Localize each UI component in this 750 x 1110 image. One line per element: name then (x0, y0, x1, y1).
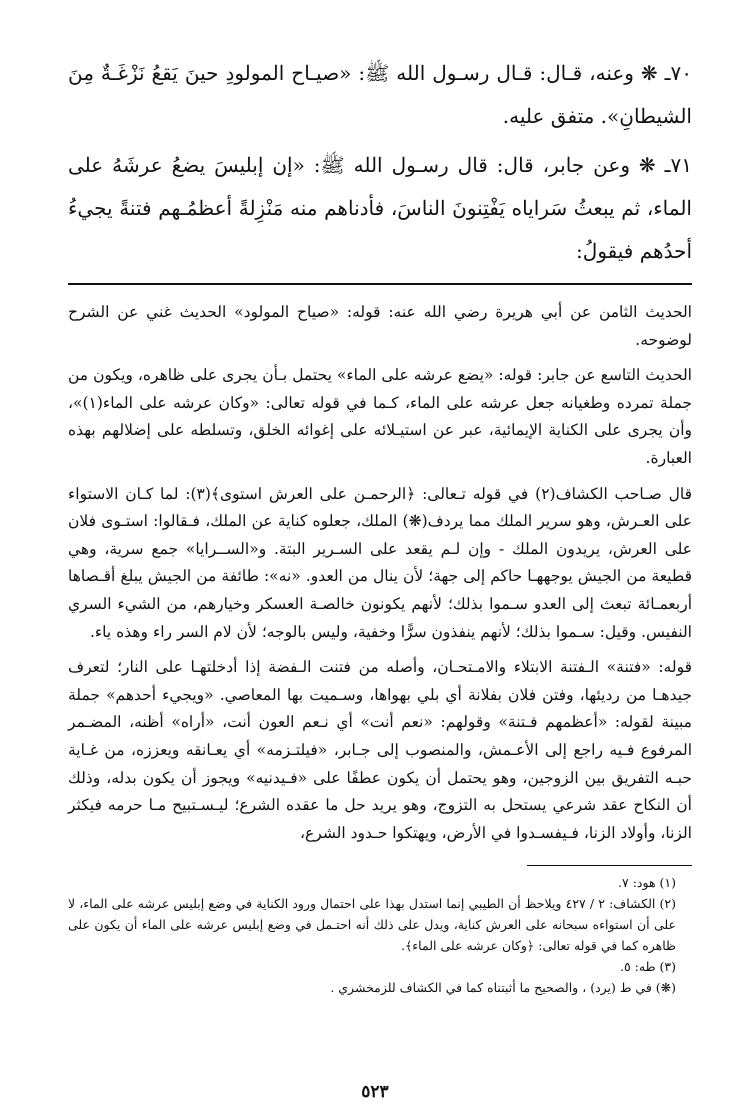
text-commentary-divider (68, 283, 692, 285)
footnote-asterisk: (❋) في ط (يرد) ، والصحيح ما أثبتناه كما في الكشاف للزمخشري . (330, 980, 676, 996)
page (68, 52, 692, 1090)
hadith-70: ٧٠ـ ❋ وعنه، قـال: قـال رسـول الله ﷺ: «صيـاح المولودِ حينَ يَقعُ نَزْغَـةٌ مِنَ الشيطانِ». متفق عليه. (68, 61, 692, 128)
commentary-paragraph-1: الحديث الثامن عن أبي هريرة رضي الله عنه: قوله: «صياح المولود» الحديث غني عن الشرح لوضوحه. (68, 303, 692, 349)
footnote-divider (527, 865, 692, 866)
commentary-paragraph-4: قوله: «فتنة» الـفتنة الابتلاء والامـتحـان، وأصله من فتنت الـفضة إذا أدخلتهـا على النار؛ لتعرف جيدهـا من رديئها، وفتن فلان بفلانة أي بلي بهواها، وسـميت بها المعاصي. «ويجيء أحدهم» جملة مبينة لقوله: «أعظمهم فـتنة» وقولهم: «نعم أنت» أي نـعم العون أنت، «أراه» أظنه، المضـمر المرفوع فـيه راجع إلى الأعـمش، والمنصوب إلى جـابر، «فيلتـزمه» أي يعـانقه ويعززه، من غـاية حبـه التفريق بين الزوجين، وهو يحتمل أن يكون عطفًا على «فـيدنيه» ويجوز أن يكون بدله، وذلك أن النكاح عقد شرعي يستحل به التزوج، وهو يريد حل ما عقده الشرع؛ ليـسـتبيح مـا حرمه فيكثر الزنا، وأولاد الزنا، فـيفسـدوا في الأرض، ويهتكوا حـدود الشرع، (68, 658, 692, 842)
footnote-2: (٢) الكشاف: ٢ / ٤٢٧ ويلاحظ أن الطيبي إنما استدل بهذا على احتمال ورود الكناية في وضع إبليس عرشه على الماء، لا على أن استواءه سبحانه على العرش كناية، ويدل على ذلك أنه احتـمل في وضع إبليس عرشه على الماء أن يكون على ظاهره كما في قوله تعالى: ﴿وكان عرشه على الماء﴾. (68, 896, 677, 954)
footnote-1: (١) هود: ٧. (618, 875, 676, 891)
page-number: ٥٢٣ (361, 1082, 389, 1102)
hadith-71: ٧١ـ ❋ وعن جابر، قال: قال رسـول الله ﷺ: «إن إبليسَ يضعُ عرشَهُ على الماء، ثم يبعثُ سَراياه يَفْتِنونَ الناسَ، فأدناهم منه مَنْزِلةً أعظمُـهم فتنةً يجيءُ أحدُهم فيقولُ: (68, 153, 692, 263)
footnote-3: (٣) طه: ٥. (620, 959, 676, 975)
commentary-paragraph-2: الحديث التاسع عن جابر: قوله: «يضع عرشه على الماء» يحتمل بـأن يجرى على ظاهره، ويكون من جملة تمرده وطغيانه جعل عرشه على الماء، كـما في قوله تعالى: «وكان عرشه على الماء(١)»، وأن يجرى على الكناية الإيمائية، عبر عن استيـلائه على إغوائه الخلق، وتسلطه على إضلالهم بهذه العبارة. (68, 366, 692, 467)
commentary-paragraph-3: قال صـاحب الكشاف(٢) في قوله تـعالى: ﴿الرحمـن على العرش استوى﴾(٣): لما كـان الاستواء على العـرش، وهو سرير الملك مما يردف(❋) الملك، جعلوه كناية عن الملك، فـقالوا: استـوى فلان على العرش، يريدون الملك - وإن لـم يقعد على السـرير البتة. و«الســرايا» جمع سرية، وهي قطيعة من الجيش يوجههـا حاكم إلى جهة؛ لأن ينال من العدو. «نه»: طائفة من الجيش يبلغ أقـصاها أربعمـائة تبعث إلى العدو سـموا بذلك؛ لأنهم يكونون خالصـة العسكر وخيارهم، من الشيء السري النفيس. وقيل: سـموا بذلك؛ لأنهم ينفذون سرًّا وخفية، وليس بالوجه؛ لأن لام السر راء وهذه ياء. (68, 484, 692, 641)
